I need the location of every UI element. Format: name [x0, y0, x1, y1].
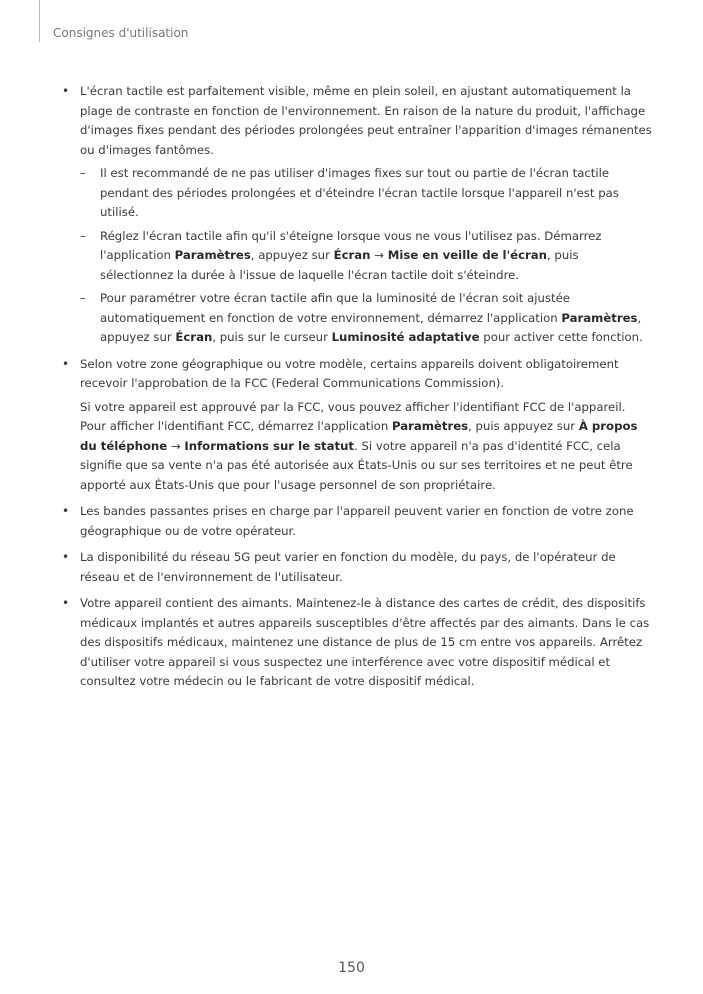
sub-list: [80, 164, 652, 348]
text-run: Pour paramétrer votre écran tactile afin que la luminosité de l'écran soit ajustée automatiquement en fonction de votre environnement, démarrez l'application: [100, 291, 570, 325]
text-run: , puis sur le curseur: [212, 330, 332, 344]
arrow-separator: →: [370, 248, 388, 262]
text-run: Réglez l'écran tactile afin qu'il s'éteigne lorsque vous ne vous l'utilisez pas. Démarrez l'application: [100, 228, 602, 262]
text-run: , puis sélectionnez la durée à l'issue de laquelle l'écran tactile doit s'éteindre.: [100, 248, 579, 282]
text-run: , appuyez sur: [100, 310, 642, 344]
bullet-text: Votre appareil contient des aimants. Maintenez-le à distance des cartes de crédit, des dispositifs médicaux implantés et autres appareils susceptibles d'être affectés par des aimants. Dans le cas des dispositifs médicaux, maintenez une distance de plus de 15 cm entre vos appareils. Arrêtez d'utiliser votre appareil si vous suspectez une interférence avec votre dispositif médical et consultez votre médecin ou le fabricant de votre dispositif médical.: [80, 596, 650, 688]
bullet-screen-visibility: [62, 82, 652, 348]
text-run: pour activer cette fonction.: [479, 330, 643, 344]
menu-term-status-info: Informations sur le statut: [184, 438, 355, 453]
menu-term-settings: Paramètres: [174, 248, 251, 262]
sub-item-adaptive-brightness: [80, 289, 652, 348]
fcc-paragraph: [80, 398, 652, 496]
page-number: 150: [338, 960, 365, 976]
menu-term-settings: Paramètres: [391, 419, 469, 433]
arrow-separator: →: [167, 438, 185, 453]
page-header-title: Consignes d'utilisation: [53, 26, 189, 40]
menu-term-display: Écran: [333, 248, 371, 262]
text-run: Si votre appareil est approuvé par la FCC, vous pouvez afficher l'identifiant FCC de l'appareil. Pour afficher l'identifiant FCC, démarrez l'application: [80, 399, 626, 433]
bullet-bandwidth: [62, 502, 652, 541]
menu-term-screen-timeout: Mise en veille de l'écran: [387, 248, 547, 262]
menu-term-display: Écran: [175, 330, 213, 344]
text-run: . Si votre appareil n'a pas d'identité FCC, cela signifie que sa vente n'a pas été autorisée aux États-Unis ou sur ses territoires et ne peut être apporté aux États-Unis que pour l'usage personnel de son propriétaire.: [80, 438, 633, 492]
bullet-5g-availability: [62, 548, 652, 587]
sub-item-text: Il est recommandé de ne pas utiliser d'images fixes sur tout ou partie de l'écran tactile pendant des périodes prolongées et d'éteindre l'écran tactile lorsque l'appareil n'est pas utilisé.: [100, 166, 619, 219]
page-content: [62, 82, 652, 699]
bullet-magnets: [62, 594, 652, 692]
text-run: , appuyez sur: [250, 248, 334, 262]
bullet-text: Selon votre zone géographique ou votre modèle, certains appareils doivent obligatoirement recevoir l'approbation de la FCC (Federal Communications Commission).: [80, 356, 619, 390]
menu-term-about-phone: À propos du téléphone: [80, 419, 638, 453]
bullet-text: L'écran tactile est parfaitement visible, même en plein soleil, en ajustant automatiquement la plage de contraste en fonction de l'environnement. En raison de la nature du produit, l'affichage d'images fixes pendant des périodes prolongées peut entraîner l'apparition d'images rémanentes ou d'images fantômes.: [80, 84, 652, 157]
menu-term-adaptive-brightness: Luminosité adaptative: [331, 330, 480, 344]
header-divider: [39, 0, 40, 42]
menu-term-settings: Paramètres: [561, 310, 638, 325]
sub-item-static-images: [80, 164, 652, 223]
bullet-fcc-approval: [62, 355, 652, 496]
bullet-text: Les bandes passantes prises en charge par l'appareil peuvent varier en fonction de votre zone géographique ou de votre opérateur.: [80, 504, 634, 538]
text-run: , puis appuyez sur: [468, 419, 579, 433]
bullet-text: La disponibilité du réseau 5G peut varier en fonction du modèle, du pays, de l'opérateur de réseau et de l'environnement de l'utilisateur.: [80, 550, 616, 584]
sub-item-screen-timeout: [80, 227, 652, 286]
